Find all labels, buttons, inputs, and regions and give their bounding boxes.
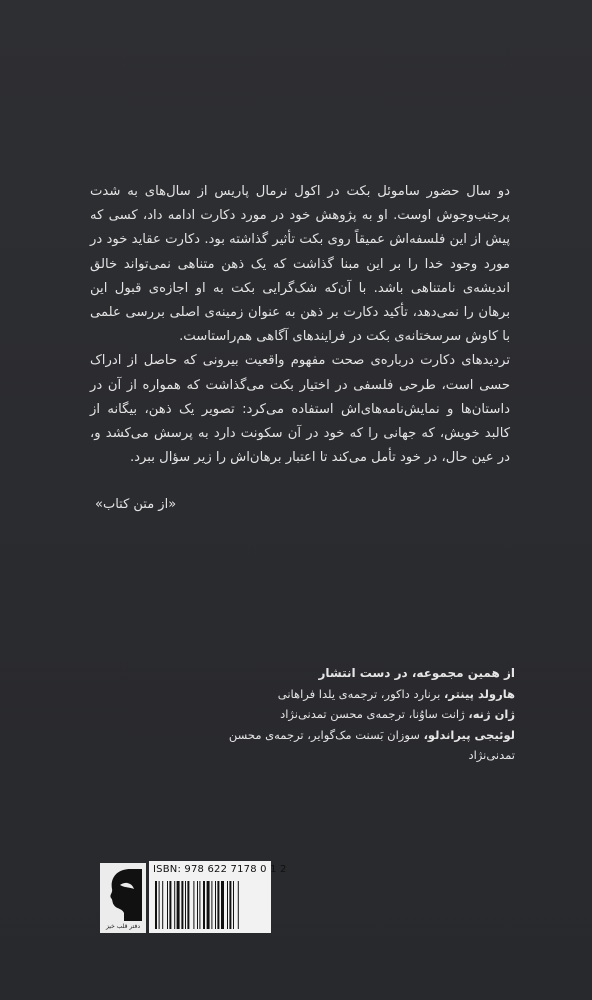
series-entry <box>195 684 515 705</box>
series-entry-details: سوزان بَسنت مک‌گوایر، ترجمه‌ی محسن تمدنی‌نژاد <box>228 727 515 762</box>
series-heading: از همین مجموعه، در دست انتشار <box>318 666 515 680</box>
blurb-paragraph-2: تردیدهای دکارت درباره‌ی صحت مفهوم واقعیت بیرونی که حاصل از ادراک حسی است، طرحی فلسفی در اختیار بکت می‌گذاشت که همواره از آن در داستان‌ها و نمایش‌نامه‌های‌اش استفاده می‌کرد: تصویر یک ذهن، بیگانه از کالبد خویش، که جهانی را که خود در آن سکونت دارد به پرسش می‌کشد و، در عین حال، در خود تأمل می‌کند تا اعتبار برهان‌اش را زیر سؤال ببرد. <box>90 353 510 466</box>
series-entry-details: ژانت ساوُنا، ترجمه‌ی محسن تمدنی‌نژاد <box>280 707 469 721</box>
publisher-logo <box>100 863 146 933</box>
isbn-number: ISBN: 978 622 7178 0 1 2 <box>153 864 287 875</box>
series-entry-author: لوئیجی پیراندلو، <box>423 727 515 742</box>
series-entry <box>195 704 515 725</box>
blurb-paragraph-1: دو سال حضور ساموئل بکت در اکول نرمال پاریس از سال‌های به شدت پرجنب‌وجوش اوست. او به پژوهش خود در مورد دکارت ادامه داد، کسی که پیش از این فلسفه‌اش عمیقاً روی بکت تأثیر گذاشته بود. دکارت عقاید خود در مورد وجود خدا را بر این مبنا گذاشت که یک ذهن متناهی نمی‌تواند خالق اندیشه‌ی نامتناهی باشد. با آن‌که شک‌گرایی بکت به او اجازه‌ی قبول این برهان را نمی‌دهد، تأکید دکارت بر ذهن به عنوان زمینه‌ی اصلی بررسی علمی با کاوش سرسختانه‌ی بکت در فرایندهای آگاهی هم‌راستاست. <box>90 184 510 345</box>
publisher-head-icon <box>100 863 146 921</box>
series-entry-author: هارولد پینتر، <box>444 686 515 701</box>
isbn-barcode <box>149 861 287 933</box>
source-attribution: «از متن کتاب» <box>95 497 177 512</box>
series-entry-author: ژان ژنه، <box>468 707 515 721</box>
publisher-logo-caption: دفتر قلب خیز <box>105 923 141 930</box>
series-entry-details: برنارد داکور، ترجمه‌ی یلدا فراهانی <box>277 686 445 701</box>
series-list <box>195 663 515 766</box>
barcode-icon <box>155 881 265 929</box>
series-entry <box>195 725 515 766</box>
blurb-text <box>90 180 510 470</box>
